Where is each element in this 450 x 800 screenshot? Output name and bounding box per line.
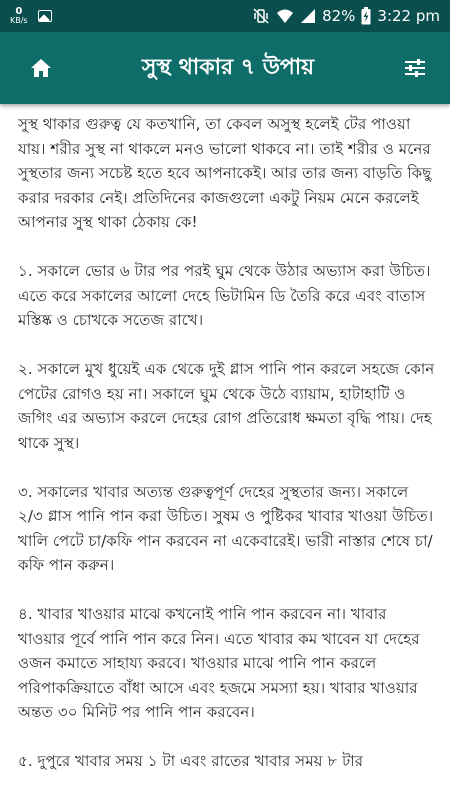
article-point-2: ২. সকালে মুখ ধুয়েই এক থেকে দুই গ্লাস পানি পান করলে সহজে কোন পেটের রোগও হয় না। সকালে ঘুম থেকে উঠে ব্যায়াম, হাটাহাটি ও জগিং এর অভ্যাস করলে দেহের রোগ প্রতিরোধ ক্ষমতা বৃদ্ধি পায়। দেহ থাকে সুস্থ। [18,360,435,452]
article-intro: সুস্থ থাকার গুরুত্ব যে কতখানি, তা কেবল অসুস্থ হলেই টের পাওয়া যায়। শরীর সুস্থ না থাকলে মনও ভালো থাকবে না। তাই শরীর ও মনের সুস্থতার জন্য সচেষ্ট হতে হবে আপনাকেই। আর তার জন্য বাড়তি কিছু করার দরকার নেই। প্রতিদিনের কাজগুলো একটু নিয়ম মেনে করলেই আপনার সুস্থ থাকা ঠেকায় কে! [18,115,432,231]
status-bar [0,0,450,32]
article-content[interactable] [0,104,450,800]
article-point-3: ৩. সকালের খাবার অত্যন্ত গুরুত্বপূর্ণ দেহের সুস্থতার জন্য। সকালে ২/৩ গ্লাস পানি পান করা উচিত। সুষম ও পুষ্টিকর খাবার খাওয়া উচিত। খালি পেটে চা/কফি পান করবেন না একেবারেই। ভারী নাস্তার শেষে চা/কফি পান করুন। [18,482,434,574]
page-title: সুস্থ থাকার ৭ উপায় [141,54,315,80]
status-left [10,7,52,25]
home-button[interactable] [24,51,58,85]
network-speed-value: 0 [15,6,23,17]
network-speed-unit: KB/s [10,16,28,25]
clock: 3:22 pm [377,7,440,25]
home-icon [30,58,52,78]
wifi-icon [276,8,294,24]
signal-icon [300,8,316,24]
article-point-1: ১. সকালে ভোর ৬ টার পর পরই ঘুম থেকে উঠার অভ্যাস করা উচিত। এতে করে সকালের আলো দেহে ভিটামিন ডি তৈরি করে এবং বাতাস মস্তিষ্ক ও চোখকে সতেজ রাখে। [18,262,431,329]
image-notification-icon [38,10,52,22]
status-right [252,7,440,25]
vibrate-mute-icon [252,8,270,24]
network-speed [10,7,28,25]
article-point-4: ৪. খাবার খাওয়ার মাঝে কখনোই পানি পান করবেন না। খাবার খাওয়ার পূর্বে পানি পান করে নিন। এতে খাবার কম খাবেন যা দেহের ওজন কমাতে সাহায্য করবে। খাওয়ার মাঝে পানি পান করলে পরিপাকক্রিয়াতে বাঁধা আসে এবং হজমে সমস্যা হয়। খাবার খাওয়ার অন্তত ৩০ মিনিট পর পানি পান করবেন। [18,605,420,721]
battery-charging-icon [361,7,371,25]
battery-percent: 82% [322,7,356,25]
sliders-icon [404,58,426,78]
article-point-5: ৫. দুপুরে খাবার সময় ১ টা এবং রাতের খাবার সময় ৮ টার [18,752,364,770]
app-bar [0,32,450,104]
settings-button[interactable] [398,51,432,85]
